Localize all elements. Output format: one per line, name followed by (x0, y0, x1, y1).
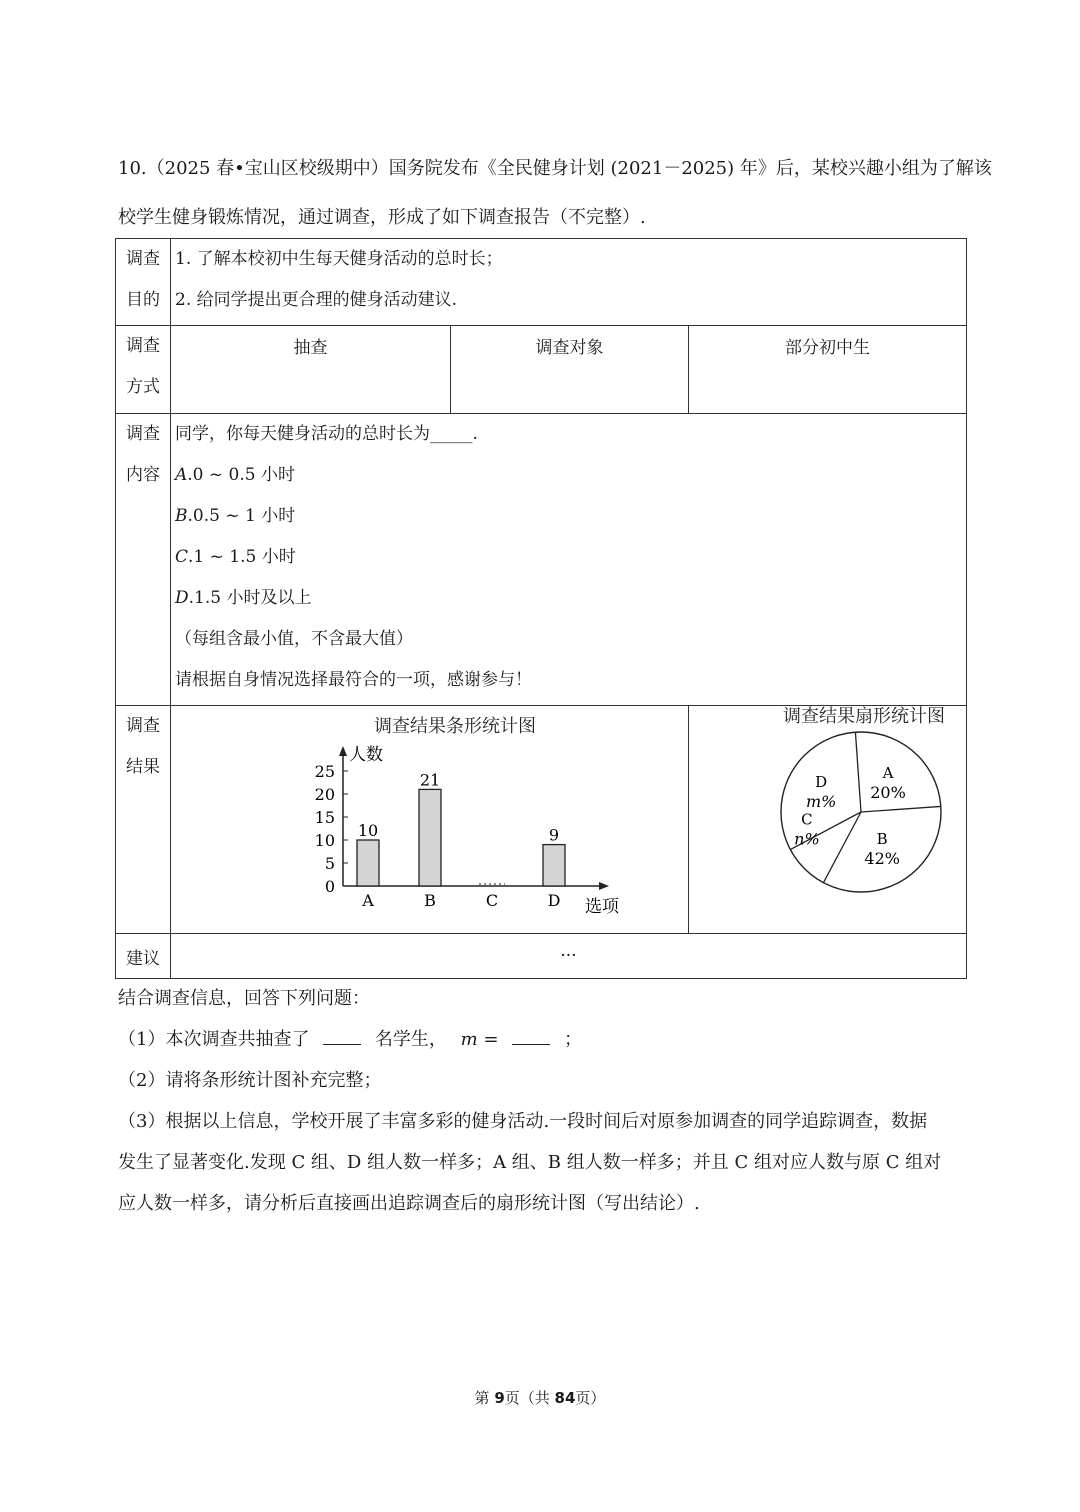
content-body (171, 414, 967, 706)
option-d: D.1.5 小时及以上 (175, 588, 312, 608)
bar-chart-title: 调查结果条形统计图 (374, 716, 536, 737)
x-tick-label-A: A (362, 891, 374, 910)
pie-label-D: D (815, 773, 828, 791)
method-type: 抽查 (171, 326, 451, 414)
pie-chart-title: 调查结果扇形统计图 (783, 706, 945, 727)
page-total: 84 (554, 1389, 576, 1407)
question-3-line-1: （3）根据以上信息，学校开展了丰富多彩的健身活动.一段时间后对原参加调查的同学追踪调查，数据 (118, 1111, 928, 1132)
pie-value-C: n% (794, 829, 820, 849)
survey-report-table (115, 238, 967, 979)
question-2: （2）请将条形统计图补充完整； (118, 1070, 382, 1091)
answer-blank-count[interactable] (323, 1030, 361, 1045)
bar-chart-cell (171, 706, 689, 934)
x-tick-label-D: D (547, 891, 561, 910)
page-number: 9 (494, 1389, 505, 1407)
y-tick-label: 10 (314, 831, 335, 850)
bar-B (419, 789, 441, 886)
x-axis-arrow (599, 882, 609, 890)
content-row (116, 414, 967, 706)
y-tick-label: 15 (314, 808, 335, 827)
bar-A (357, 840, 379, 886)
advice-text: ··· (171, 934, 967, 979)
method-subject-label: 调查对象 (451, 326, 689, 414)
purpose-items (171, 239, 967, 326)
y-tick-label: 5 (324, 854, 335, 873)
bar-value-B: 21 (419, 770, 441, 790)
y-axis-label: 人数 (349, 745, 383, 765)
bar-value-A: 10 (357, 821, 379, 840)
results-row (116, 706, 967, 934)
question-3-line-2: 发生了显著变化.发现 C 组、D 组人数一样多；A 组、B 组人数一样多；并且 C 组对应人数与原 C 组对 (118, 1152, 942, 1173)
pie-chart-cell (689, 706, 967, 934)
purpose-label: 调查 目的 (116, 239, 171, 326)
question-1: （1）本次调查共抽查了 名学生， m = ； (118, 1029, 583, 1050)
content-note: （每组含最小值，不含最大值） (175, 629, 413, 649)
pie-value-B: 42% (864, 848, 900, 868)
option-b: B.0.5 ~ 1 小时 (175, 506, 296, 526)
pie-label-A: A (882, 763, 894, 782)
question-line-2: 校学生健身锻炼情况，通过调查，形成了如下调查报告（不完整）. (118, 207, 646, 228)
y-tick-label: 0 (324, 877, 335, 896)
x-tick-label-C: C (485, 891, 499, 910)
content-thanks: 请根据自身情况选择最符合的一项，感谢参与！ (175, 670, 532, 690)
page-footer: 第 9页（共 84页） (474, 1389, 606, 1407)
purpose-item-2: 2. 给同学提出更合理的健身活动建议. (175, 290, 458, 310)
bar-chart (171, 706, 689, 928)
answer-blank-m[interactable] (512, 1030, 550, 1045)
content-label: 调查 内容 (116, 414, 171, 706)
option-a: A.0 ~ 0.5 小时 (175, 465, 295, 485)
method-subject-value: 部分初中生 (689, 326, 967, 414)
pie-value-D: m% (805, 792, 837, 811)
content-prompt: 同学，你每天健身活动的总时长为_____. (175, 424, 478, 444)
x-axis-label: 选项 (585, 897, 619, 917)
question-line-1: 10.（2025 春•宝山区校级期中）国务院发布《全民健身计划 (2021－2025) 年》后，某校兴趣小组为了解该 (118, 158, 992, 179)
pie-chart (689, 706, 965, 928)
advice-row (116, 934, 967, 979)
y-axis-arrow (339, 746, 347, 756)
question-3-line-3: 应人数一样多，请分析后直接画出追踪调查后的扇形统计图（写出结论）. (118, 1193, 700, 1214)
pie-label-C: C (801, 810, 813, 829)
pie-value-A: 20% (870, 782, 906, 802)
option-c: C.1 ~ 1.5 小时 (175, 547, 296, 567)
method-row (116, 326, 967, 414)
y-tick-label: 25 (314, 762, 335, 781)
bar-D (543, 845, 565, 886)
advice-label: 建议 (116, 934, 171, 979)
pie-label-B: B (876, 829, 888, 848)
results-label: 调查 结果 (116, 706, 171, 934)
y-tick-label: 20 (314, 785, 335, 804)
method-label: 调查 方式 (116, 326, 171, 414)
x-tick-label-B: B (424, 891, 436, 910)
questions-intro: 结合调查信息，回答下列问题： (118, 988, 370, 1009)
bar-value-D: 9 (548, 825, 560, 845)
purpose-item-1: 1. 了解本校初中生每天健身活动的总时长； (175, 249, 503, 269)
purpose-row (116, 239, 967, 326)
